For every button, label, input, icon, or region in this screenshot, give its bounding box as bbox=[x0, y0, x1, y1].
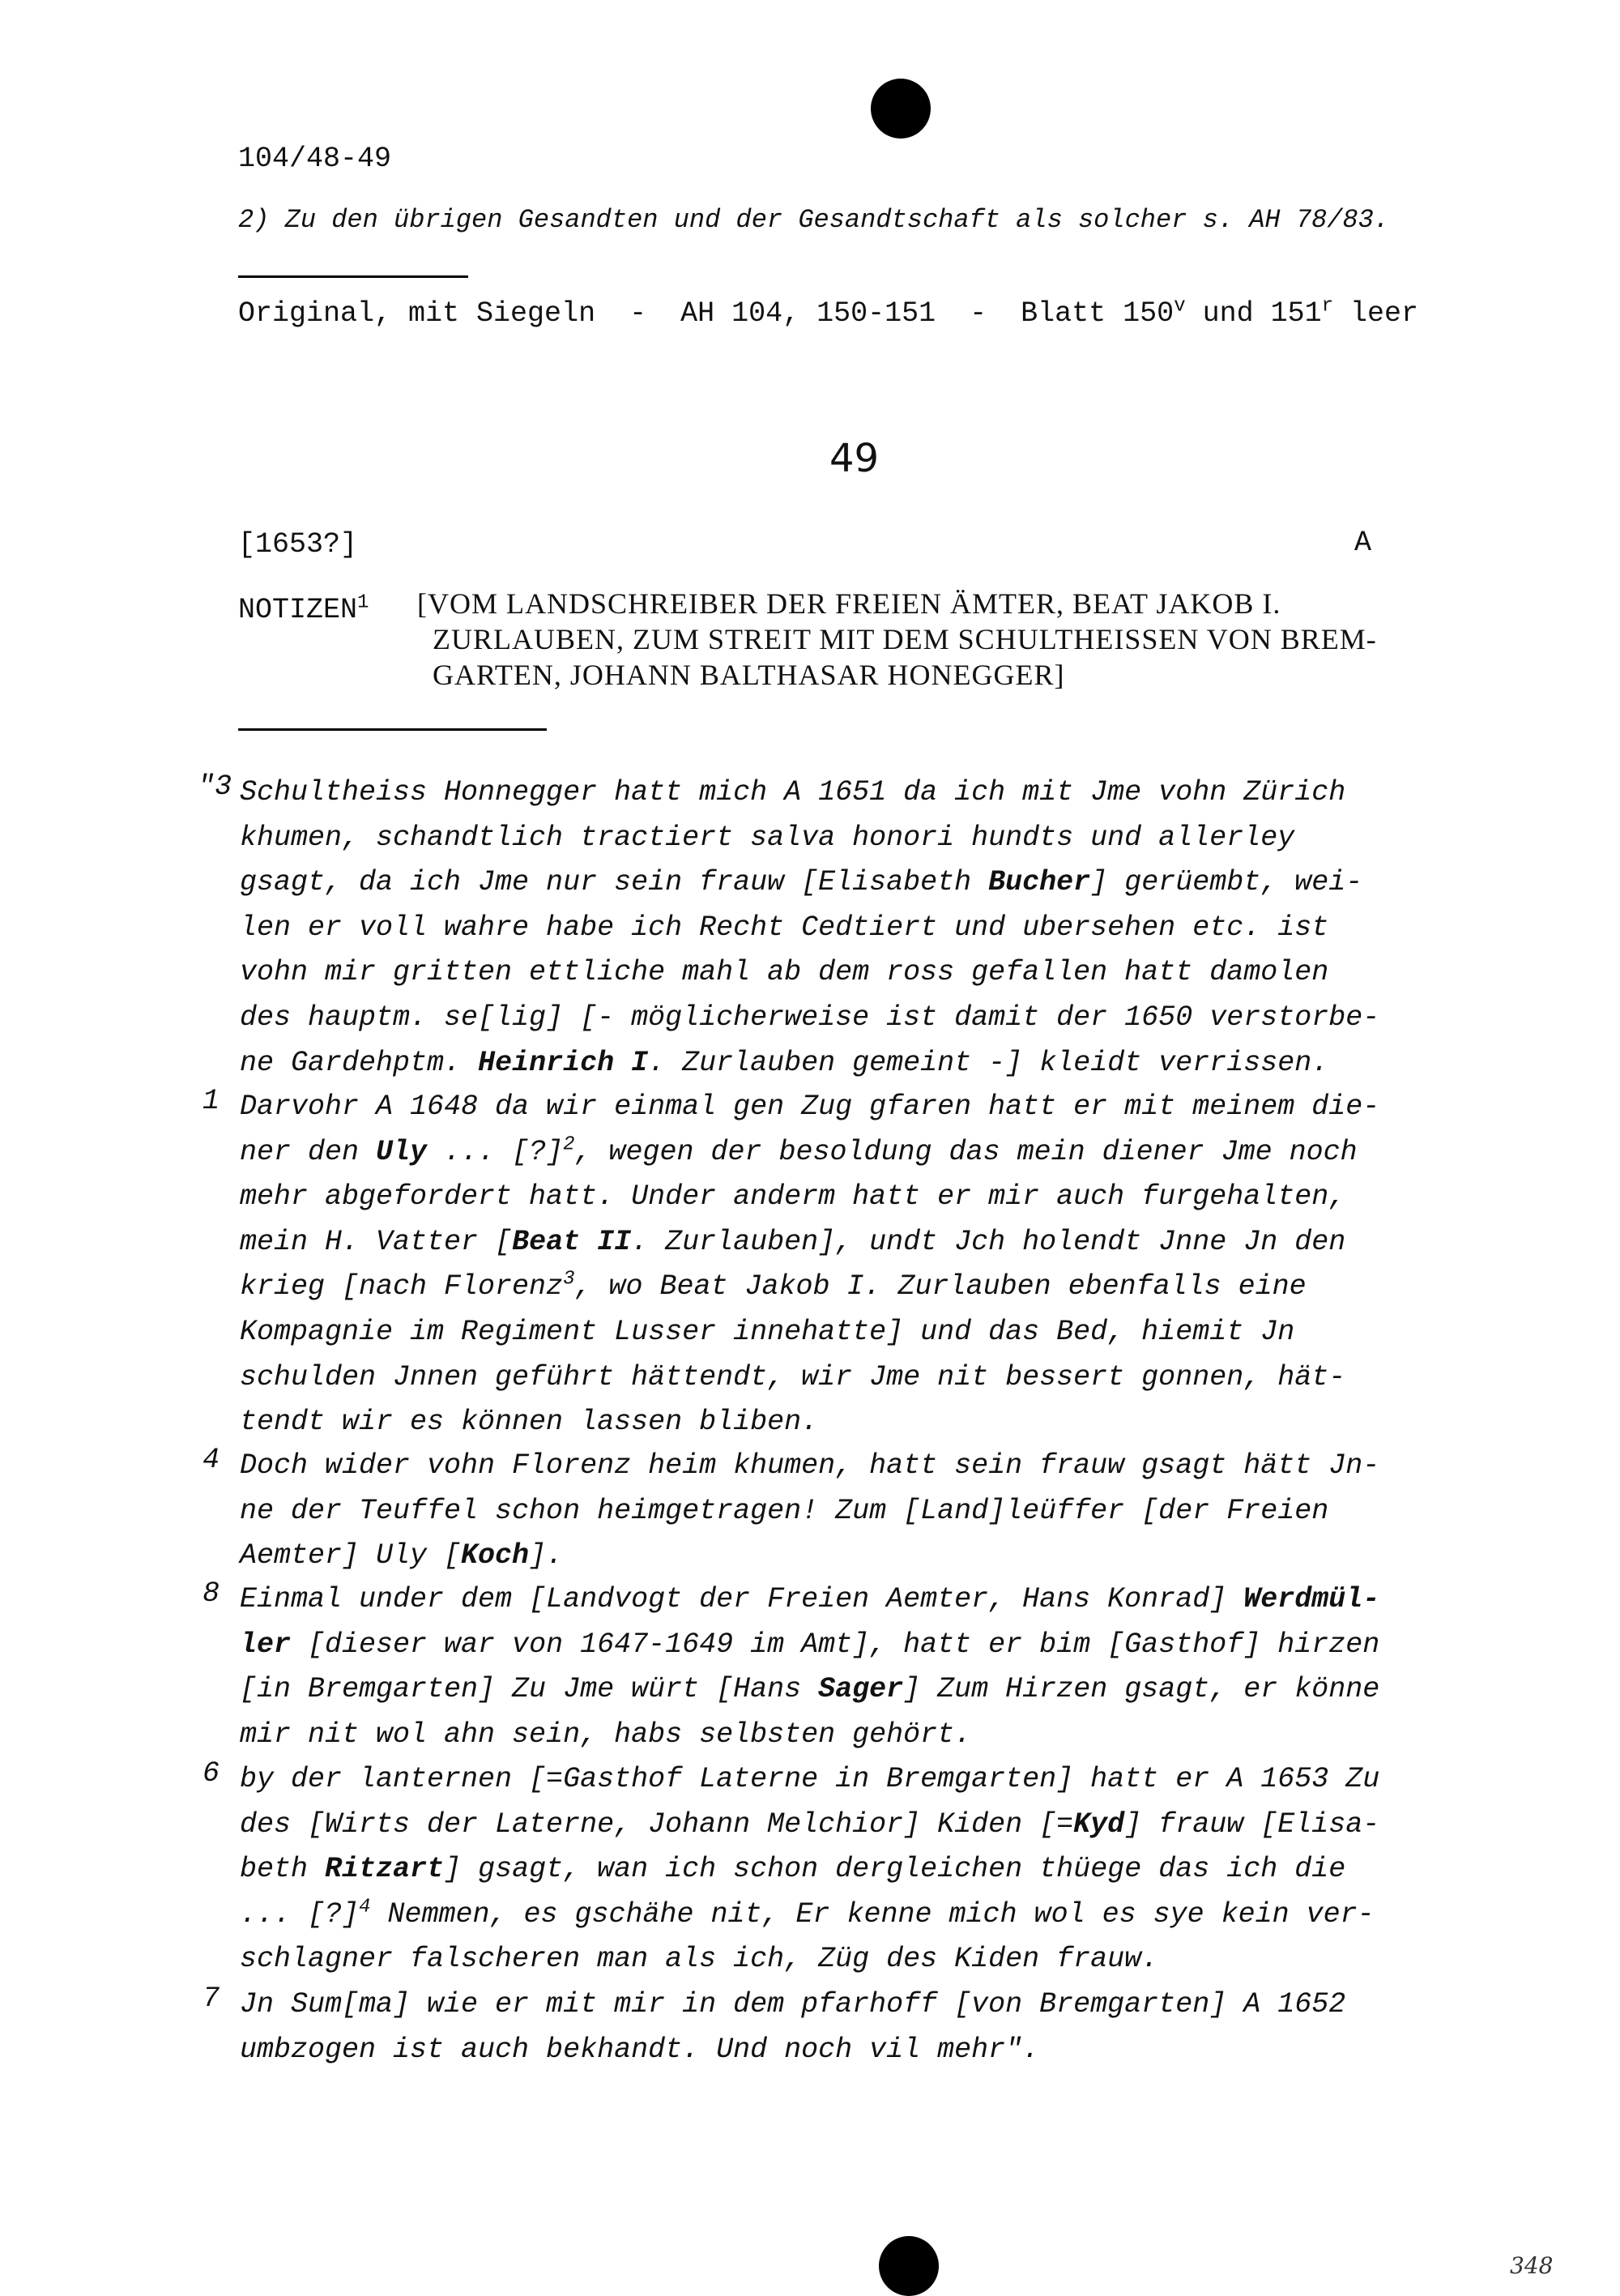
entry-line: mir nit wol ahn sein, habs selbsten gehört. bbox=[240, 1718, 972, 1751]
entry-1 bbox=[198, 770, 1487, 1086]
original-note-text-b: und 151 bbox=[1185, 297, 1322, 330]
divider-rule-1 bbox=[238, 275, 468, 278]
name-ritzart: Ritzart bbox=[325, 1853, 445, 1886]
entry-line: ... [?]$^4$ Nemmen, es gschähe nit, Er kenne mich wol es sye kein ver- bbox=[240, 1896, 1375, 1931]
original-note-text-c: leer bbox=[1333, 297, 1419, 330]
entry-line: gsagt, da ich Jme nur sein frauw [Elisabeth Bucher] gerüembt, wei- bbox=[240, 866, 1363, 899]
original-note bbox=[238, 297, 1418, 330]
entry-line: khumen, schandtlich tractiert salva honori hundts und allerley bbox=[240, 821, 1295, 854]
divider-rule-2 bbox=[238, 728, 547, 731]
sup-verso: v bbox=[1174, 295, 1186, 318]
entry-line: Schultheiss Honnegger hatt mich A 1651 da ich mit Jme vohn Zürich bbox=[240, 776, 1346, 809]
entry-line: ne der Teuffel schon heimgetragen! Zum [Land]leüffer [der Freien bbox=[240, 1494, 1329, 1527]
name-uly: Uly bbox=[376, 1135, 428, 1168]
entry-line: Doch wider vohn Florenz heim khumen, hatt sein frauw gsagt hätt Jn- bbox=[240, 1449, 1380, 1482]
footnote-ref-3: 3 bbox=[563, 1268, 575, 1291]
entry-line: vohn mir gritten ettliche mahl ab dem ross gefallen hatt damolen bbox=[240, 956, 1329, 989]
entry-3 bbox=[202, 1444, 1487, 1579]
entry-line: Einmal under dem [Landvogt der Freien Aemter, Hans Konrad] Werdmül- bbox=[240, 1583, 1380, 1615]
entry-number: 6 bbox=[202, 1757, 220, 1790]
document-date: [1653?] bbox=[238, 528, 358, 561]
name-bucher: Bucher bbox=[988, 866, 1091, 899]
entry-line: len er voll wahre habe ich Recht Cedtiert und ubersehen etc. ist bbox=[240, 911, 1329, 944]
footnote-ref-4: 4 bbox=[359, 1896, 371, 1918]
entry-line: [in Bremgarten] Zu Jme würt [Hans Sager] Zum Hirzen gsagt, er könne bbox=[240, 1673, 1380, 1706]
reference-number: 104/48-49 bbox=[238, 143, 392, 175]
entry-6 bbox=[202, 1982, 1487, 2072]
entry-line: krieg [nach Florenz$^3$, wo Beat Jakob I. Zurlauben ebenfalls eine bbox=[240, 1268, 1307, 1304]
entry-line: Kompagnie im Regiment Lusser innehatte] und das Bed, hiemit Jn bbox=[240, 1315, 1295, 1348]
entry-line: ne Gardehptm. Heinrich I. Zurlauben gemeint -] kleidt verrissen. bbox=[240, 1046, 1329, 1079]
entry-2 bbox=[202, 1085, 1487, 1445]
entry-line: des [Wirts der Laterne, Johann Melchior] Kiden [=Kyd] frauw [Elisa- bbox=[240, 1807, 1380, 1841]
entry-line: des hauptm. se[lig] [- möglicherweise ist damit der 1650 verstorbe- bbox=[240, 1001, 1380, 1034]
entry-line: tendt wir es können lassen bliben. bbox=[240, 1406, 819, 1439]
entry-line: umbzogen ist auch bekhandt. Und noch vil mehr". bbox=[240, 2033, 1040, 2066]
entry-number: 4 bbox=[202, 1444, 220, 1476]
document-number: 49 bbox=[829, 436, 880, 481]
entry-line: ner den Uly ... [?]$^2$, wegen der besoldung das mein diener Jme noch bbox=[240, 1133, 1358, 1168]
name-kyd: Kyd bbox=[1073, 1807, 1125, 1841]
entry-5 bbox=[202, 1757, 1487, 1982]
handwritten-page-mark: 348 bbox=[1510, 2252, 1554, 2279]
title-line-3: GARTEN, JOHANN BALTHASAR HONEGGER] bbox=[433, 659, 1065, 691]
punch-hole-top bbox=[871, 79, 931, 139]
entry-number: 8 bbox=[202, 1577, 220, 1610]
entry-number: "3 bbox=[198, 770, 232, 803]
footnote-ref-2: 2 bbox=[563, 1133, 575, 1155]
entry-line: Jn Sum[ma] wie er mit mir in dem pfarhoff [von Bremgarten] A 1652 bbox=[240, 1988, 1346, 2021]
entry-4 bbox=[202, 1577, 1487, 1757]
name-sager: Sager bbox=[818, 1673, 904, 1706]
footnote-2: 2) Zu den übrigen Gesandten und der Gesandtschaft als solcher s. AH 78/83. bbox=[238, 205, 1390, 235]
entry-line: schulden Jnnen geführt hättendt, wir Jme nit bessert gonnen, hät- bbox=[240, 1360, 1346, 1393]
entry-number: 1 bbox=[202, 1085, 220, 1117]
entry-line: by der lanternen [=Gasthof Laterne in Bremgarten] hatt er A 1653 Zu bbox=[240, 1763, 1380, 1795]
entry-line: beth Ritzart] gsagt, wan ich schon dergleichen thüege das ich die bbox=[240, 1853, 1346, 1886]
entry-line: Darvohr A 1648 da wir einmal gen Zug gfaren hatt er mit meinem die- bbox=[240, 1090, 1380, 1123]
title-line-2: ZURLAUBEN, ZUM STREIT MIT DEM SCHULTHEISSEN VON BREM- bbox=[433, 623, 1377, 655]
entry-line: schlagner falscheren man als ich, Züg des Kiden frauw. bbox=[240, 1943, 1159, 1976]
entry-line: mein H. Vatter [Beat II. Zurlauben], undt Jch holendt Jnne Jn den bbox=[240, 1225, 1346, 1258]
title-heading bbox=[238, 591, 369, 626]
document-letter: A bbox=[1354, 527, 1372, 559]
original-note-text-a: Original, mit Siegeln - AH 104, 150-151 - Blatt 150 bbox=[238, 297, 1174, 330]
entry-number: 7 bbox=[202, 1982, 220, 2015]
name-heinrich: Heinrich I bbox=[478, 1046, 649, 1079]
name-werdmueller: Werdmül- bbox=[1243, 1583, 1380, 1615]
sup-recto: r bbox=[1321, 295, 1334, 318]
title-line-1: [VOM LANDSCHREIBER DER FREIEN ÄMTER, BEAT JAKOB I. bbox=[417, 587, 1281, 620]
name-koch: Koch bbox=[461, 1539, 530, 1573]
title-word: NOTIZEN bbox=[238, 594, 358, 626]
entry-line: ler [dieser war von 1647-1649 im Amt], hatt er bim [Gasthof] hirzen bbox=[240, 1628, 1380, 1661]
name-werdmueller-cont: ler bbox=[240, 1628, 292, 1661]
title-footnote-ref: 1 bbox=[357, 591, 369, 614]
name-beat-ii: Beat II bbox=[512, 1225, 632, 1258]
entry-line: mehr abgefordert hatt. Under anderm hatt er mir auch furgehalten, bbox=[240, 1180, 1346, 1214]
entry-line: Aemter] Uly [Koch]. bbox=[240, 1539, 564, 1573]
